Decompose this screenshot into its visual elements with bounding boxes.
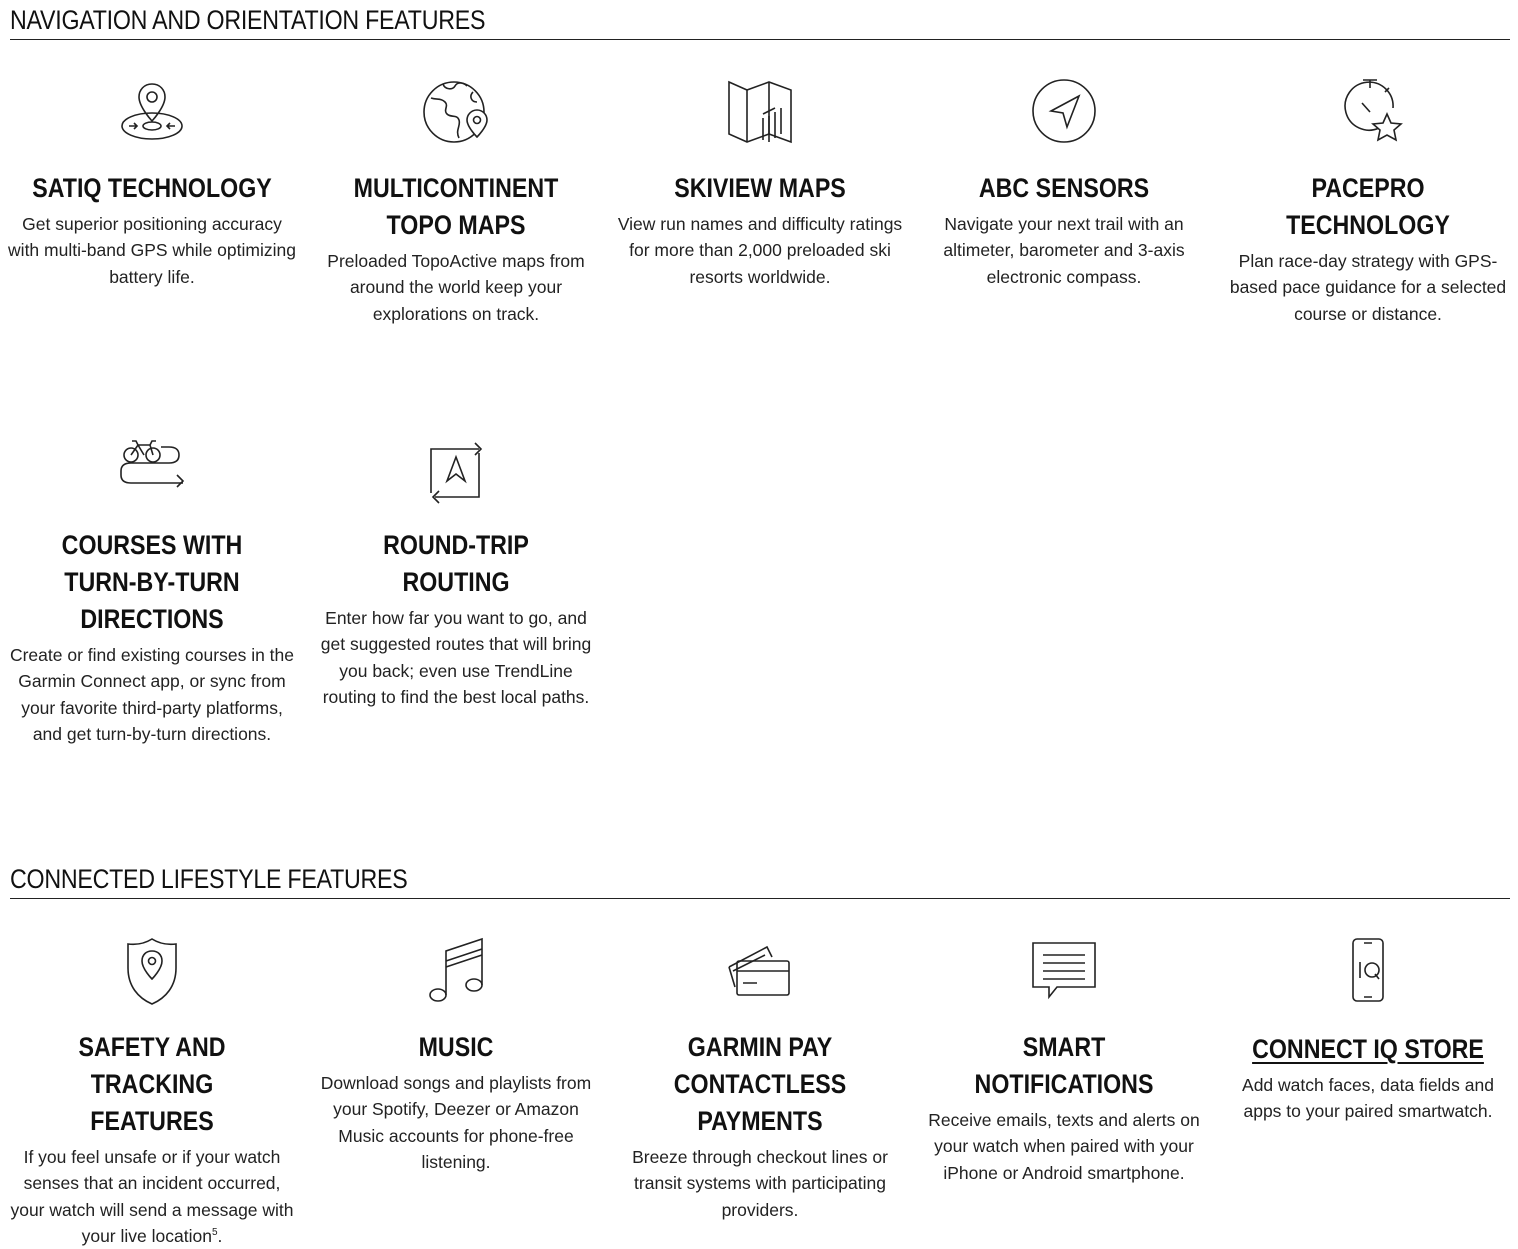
iq-phone-icon <box>1333 937 1403 1007</box>
connect-iq-store-link[interactable]: CONNECT IQ STORE <box>1252 1034 1484 1064</box>
feature-title: ROUND-TRIP ROUTING <box>383 530 529 597</box>
feature-card-abc-sensors <box>919 78 1209 290</box>
feature-title: SKIVIEW MAPS <box>674 173 846 203</box>
feature-description: Enter how far you want to go, and get suggested routes that will bring you back; even use TrendLine routing to find the best local paths. <box>320 608 592 707</box>
feature-card-round-trip <box>311 435 601 710</box>
feature-card-safety <box>7 937 297 1249</box>
feature-description <box>7 1144 297 1249</box>
gps-pin-icon <box>117 78 187 148</box>
shield-pin-icon <box>117 937 187 1007</box>
feature-description: Create or find existing courses in the Garmin Connect app, or sync from your favorite third-party platforms, and get turn-by-turn directions. <box>9 645 295 744</box>
description-end: . <box>217 1225 223 1246</box>
feature-title: COURSES WITH TURN-BY-TURN DIRECTIONS <box>61 530 243 634</box>
feature-description: Preloaded TopoActive maps from around the world keep your explorations on track. <box>327 251 585 324</box>
feature-title: PACEPRO TECHNOLOGY <box>1286 173 1450 240</box>
feature-description: Navigate your next trail with an altimeter, barometer and 3-axis electronic compass. <box>943 214 1185 287</box>
feature-title: SATIQ TECHNOLOGY <box>32 173 272 203</box>
feature-description: Plan race-day strategy with GPS-based pace guidance for a selected course or distance. <box>1229 251 1507 324</box>
payment-cards-icon <box>725 937 795 1007</box>
feature-card-garmin-pay <box>615 937 905 1223</box>
stopwatch-star-icon <box>1333 78 1403 148</box>
feature-description: Get superior positioning accuracy with multi-band GPS while optimizing battery life. <box>8 214 296 287</box>
section-title-navigation: NAVIGATION AND ORIENTATION FEATURES <box>10 5 486 35</box>
compass-arrow-icon <box>1029 78 1099 148</box>
feature-card-connect-iq <box>1223 937 1513 1125</box>
feature-title: MULTICONTINENT TOPO MAPS <box>353 173 559 240</box>
feature-card-topo-maps <box>311 78 601 327</box>
feature-title: MUSIC <box>418 1032 494 1062</box>
section-divider <box>10 898 1510 899</box>
feature-description: Breeze through checkout lines or transit systems with participating providers. <box>632 1147 888 1220</box>
feature-card-satiq <box>7 78 297 290</box>
feature-title: SMART NOTIFICATIONS <box>974 1032 1154 1099</box>
feature-description: Add watch faces, data fields and apps to your paired smartwatch. <box>1242 1075 1494 1122</box>
music-note-icon <box>421 937 491 1007</box>
feature-card-notifications <box>919 937 1209 1186</box>
message-bubble-icon <box>1029 937 1099 1007</box>
feature-description: Receive emails, texts and alerts on your watch when paired with your iPhone or Android smartphone. <box>928 1110 1200 1183</box>
feature-description: Download songs and playlists from your Spotify, Deezer or Amazon Music accounts for phone-free listening. <box>320 1073 592 1172</box>
feature-card-music <box>311 937 601 1175</box>
section-divider <box>10 39 1510 40</box>
feature-title: GARMIN PAY CONTACTLESS PAYMENTS <box>673 1032 847 1136</box>
round-trip-icon <box>421 435 491 505</box>
feature-card-skiview <box>615 78 905 290</box>
feature-title: ABC SENSORS <box>978 173 1150 203</box>
feature-description: View run names and difficulty ratings for more than 2,000 preloaded ski resorts worldwide. <box>617 214 903 287</box>
section-title-lifestyle: CONNECTED LIFESTYLE FEATURES <box>10 864 408 894</box>
ski-map-icon <box>725 78 795 148</box>
feature-card-pacepro <box>1223 78 1513 327</box>
footnote-marker[interactable]: 5 <box>211 1227 218 1239</box>
bike-route-icon <box>117 435 187 505</box>
feature-title: SAFETY AND TRACKING FEATURES <box>78 1032 226 1136</box>
feature-card-courses <box>7 435 297 747</box>
feature-description-text: If you feel unsafe or if your watch senses that an incident occurred, your watch will send a message with your live location <box>10 1147 294 1246</box>
globe-pin-icon <box>421 78 491 148</box>
